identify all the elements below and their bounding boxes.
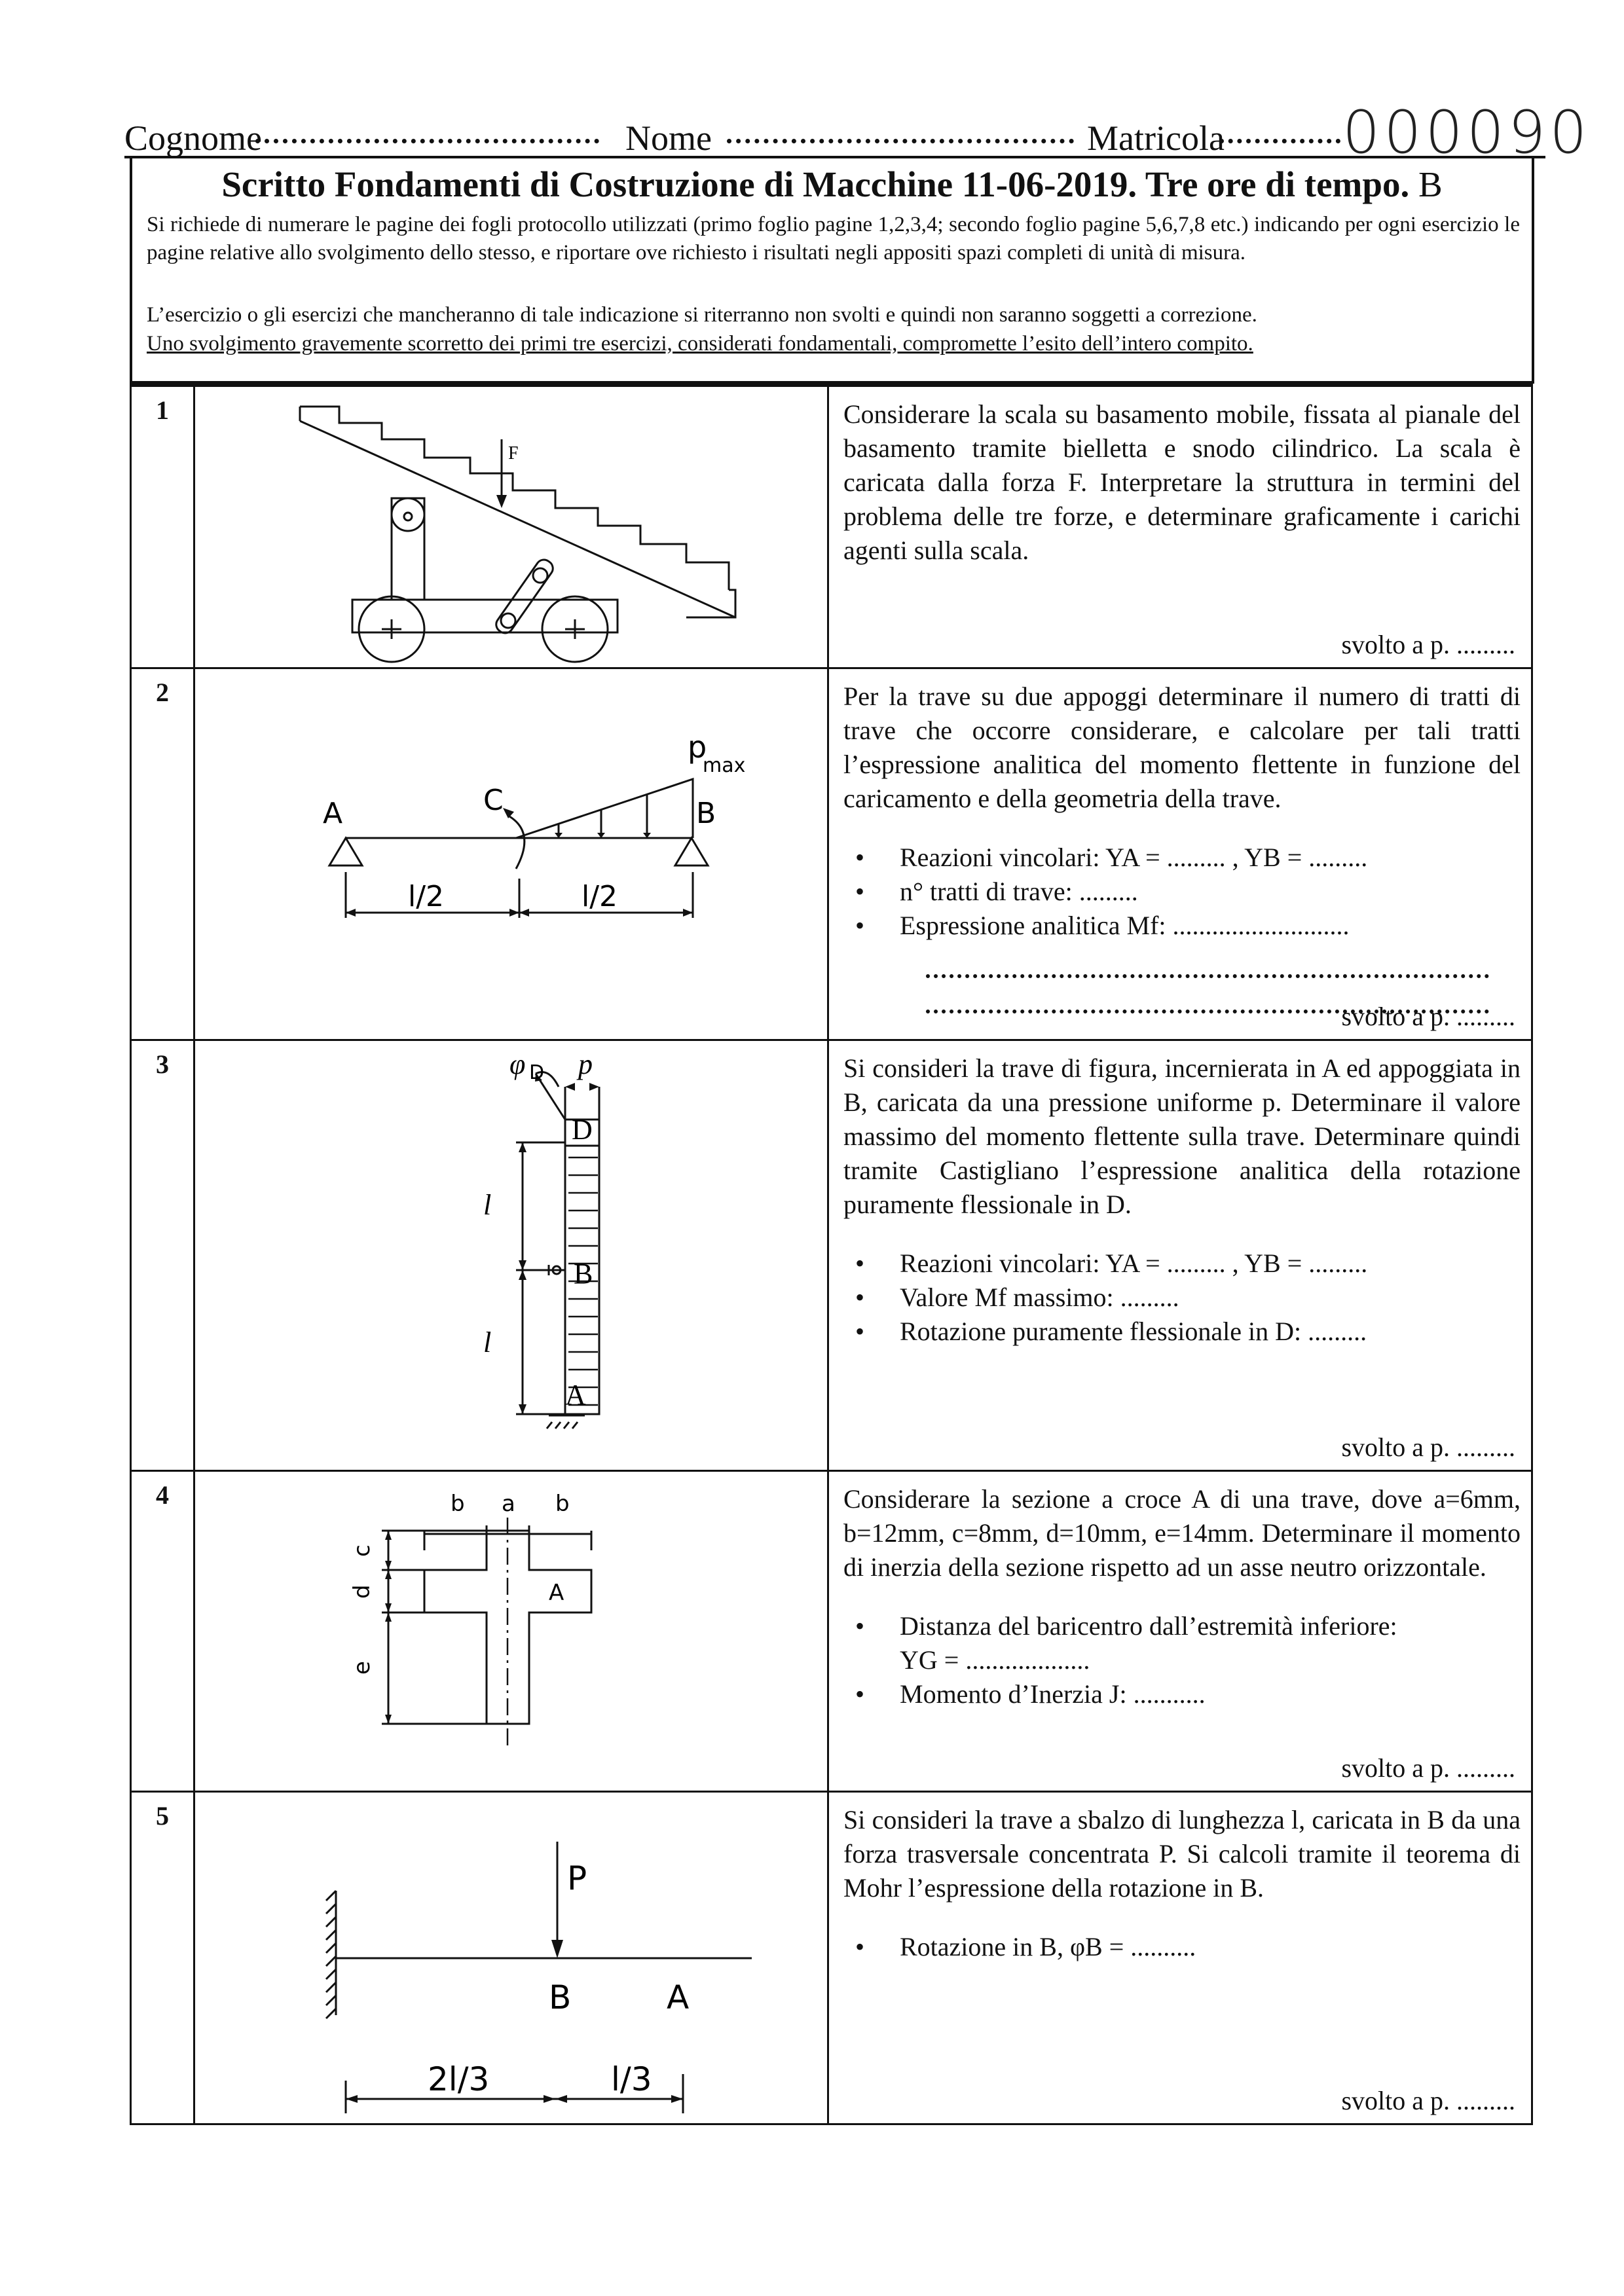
load-sub: max: [703, 754, 746, 777]
answer-line[interactable]: [926, 948, 1489, 978]
exercise-text: Considerare la sezione a croce A di una trave, dove a=6mm, b=12mm, c=8mm, d=10mm, e=14mm. Determinare il momento di inerzia della sezione rispetto ad un asse neutro orizzontale.: [843, 1484, 1521, 1582]
dim-right: l/2: [581, 880, 618, 913]
surname-label: Cognome: [124, 118, 262, 158]
label-a: A: [667, 1978, 690, 2016]
result-max-moment[interactable]: • Valore Mf massimo: .........: [900, 1281, 1531, 1315]
result-moment-expr[interactable]: • Espressione analitica Mf: ...........................: [900, 909, 1531, 943]
exercise-row-5: [131, 1792, 1532, 2124]
exam-title: [132, 164, 1532, 205]
result-centroid[interactable]: [900, 1609, 1531, 1677]
cantilever-beam-diagram: [195, 1793, 827, 2125]
exercise-figure-3: [194, 1040, 828, 1471]
exercise-number: 5: [131, 1792, 194, 2124]
exercise-number: 1: [131, 386, 194, 668]
result-centroid-label: Distanza del baricentro dall’estremità inferiore:: [900, 1611, 1397, 1641]
dim-b-right: b: [555, 1491, 570, 1517]
exercise-figure-1: [194, 386, 828, 668]
exercise-text-cell-3: [828, 1040, 1532, 1471]
exercise-figure-5: [194, 1792, 828, 2124]
ladder-steps: [300, 407, 729, 590]
exercise-row-1: [131, 386, 1532, 668]
dim-a: a: [502, 1491, 515, 1517]
pages-field[interactable]: svolto a p. .........: [1341, 2086, 1515, 2115]
name-label: Nome: [625, 118, 712, 158]
dim-b-left: b: [451, 1491, 465, 1517]
section-label: A: [549, 1580, 564, 1606]
result-reactions[interactable]: • Reazioni vincolari: YA = ......... , YB = .........: [900, 841, 1531, 875]
id-value: 000090: [1342, 98, 1591, 167]
exercise-row-4: [131, 1471, 1532, 1792]
results-list: [829, 1609, 1531, 1711]
id-field[interactable]: [1219, 139, 1340, 143]
pinned-beam-diagram: [195, 1041, 827, 1472]
exercise-text-cell-5: [828, 1792, 1532, 2124]
load-label: p: [578, 1048, 593, 1080]
dim-right: l/3: [611, 2060, 652, 2098]
result-segments[interactable]: • n° tratti di trave: .........: [900, 875, 1531, 909]
id-label: Matricola: [1087, 118, 1225, 158]
results-list: [829, 1247, 1531, 1349]
exercise-table: [130, 384, 1533, 2125]
exercise-text: Considerare la scala su basamento mobile, fissata al pianale del basamento tramite bielletta e snodo cilindrico. La scala è caricata dalla forza F. Interpretare la struttura in termini del problema delle tre forze, e determinare graficamente i carichi agenti sulla scala.: [843, 399, 1521, 565]
dim-label-lower: l: [483, 1326, 492, 1358]
student-header: [124, 98, 1591, 167]
exam-version: B: [1418, 164, 1443, 204]
note-text: Uno svolgimento gravemente scorretto dei primi tre esercizi, considerati fondamentali, compromette l’esito dell’intero compito.: [147, 332, 1253, 355]
ladder-cart-diagram: [195, 387, 827, 670]
result-rotation-d[interactable]: • Rotazione puramente flessionale in D: .........: [900, 1315, 1531, 1349]
exam-title-text: Scritto Fondamenti di Costruzione di Macchine 11-06-2019. Tre ore di tempo.: [221, 164, 1410, 204]
exercise-row-2: [131, 668, 1532, 1040]
dim-e: e: [349, 1661, 375, 1675]
results-list: [829, 1930, 1531, 1964]
cross-section-diagram: [195, 1472, 827, 1793]
exercise-text: Si consideri la trave di figura, incernierata in A ed appoggiata in B, caricata da una pressione uniforme p. Determinare il valore massimo del momento flettente sulla trave. Determinare quindi tramite Castigliano l’espressione analitica della rotazione puramente flessionale in D.: [843, 1053, 1521, 1219]
results-list: [829, 841, 1531, 943]
pages-field[interactable]: svolto a p. .........: [1341, 1753, 1515, 1783]
pages-field[interactable]: svolto a p. .........: [1341, 1432, 1515, 1462]
force-label: P: [567, 1859, 587, 1897]
triangular-load: [516, 779, 693, 838]
label-a: A: [323, 797, 343, 830]
label-b: B: [574, 1258, 593, 1290]
surname-field[interactable]: [255, 139, 599, 143]
dim-left: l/2: [408, 880, 445, 913]
exercise-text-cell-1: [828, 386, 1532, 668]
label-c: C: [483, 784, 504, 817]
dim-label-upper: l: [483, 1189, 492, 1221]
instructions-text: Si richiede di numerare le pagine dei fogli protocollo utilizzati (primo foglio pagine 1,2,3,4; secondo foglio pagine 5,6,7,8 etc.) indicando per ogni esercizio le pagine relative allo svolgimento dello stesso, e riportare ove richiesto i risultati negli appositi spazi completi di unità di misura.: [147, 213, 1520, 264]
support-a: [329, 838, 362, 866]
result-rotation-b[interactable]: • Rotazione in B, φB = ..........: [900, 1930, 1531, 1964]
exercise-row-3: [131, 1040, 1532, 1471]
label-b: B: [549, 1978, 572, 2016]
pages-field[interactable]: svolto a p. .........: [1341, 630, 1515, 659]
phi-sub: D: [529, 1061, 545, 1084]
name-field[interactable]: [727, 139, 1074, 143]
exercise-figure-2: [194, 668, 828, 1040]
label-a: A: [565, 1379, 586, 1411]
pages-field[interactable]: svolto a p. .........: [1341, 1002, 1515, 1031]
phi-label: φ: [509, 1048, 526, 1080]
warning-text: L’esercizio o gli esercizi che mancheranno di tale indicazione si riterranno non svolti e quindi non saranno soggetti a correzione.: [147, 303, 1257, 327]
exercise-number: 4: [131, 1471, 194, 1792]
dim-left: 2l/3: [428, 2060, 490, 2098]
result-inertia[interactable]: • Momento d’Inerzia J: ...........: [900, 1677, 1531, 1711]
support-b: [675, 838, 708, 866]
force-label: F: [508, 443, 519, 464]
dim-c: c: [349, 1544, 375, 1557]
exercise-text-cell-4: [828, 1471, 1532, 1792]
dim-d: d: [349, 1584, 375, 1599]
exercise-text: Per la trave su due appoggi determinare il numero di tratti di trave che occorre considerare, e calcolare per tali tratti l’espressione analitica del momento flettente in funzione del caricamento e della geometria della trave.: [843, 682, 1521, 813]
result-reactions[interactable]: • Reazioni vincolari: YA = ......... , YB = .........: [900, 1247, 1531, 1281]
label-b: B: [696, 797, 716, 830]
exercise-text: Si consideri la trave a sbalzo di lunghezza l, caricata in B da una forza trasversale concentrata P. Si calcoli tramite il teorema di Mohr l’espressione della rotazione in B.: [843, 1805, 1521, 1903]
simply-supported-beam-diagram: [195, 669, 827, 1041]
exercise-figure-4: [194, 1471, 828, 1792]
exercise-number: 2: [131, 668, 194, 1040]
exercise-text-cell-2: [828, 668, 1532, 1040]
load-label: p: [688, 729, 707, 765]
label-d: D: [572, 1114, 593, 1146]
pin-top: [392, 498, 424, 531]
result-centroid-value[interactable]: YG = ...................: [900, 1645, 1090, 1675]
exercise-number: 3: [131, 1040, 194, 1471]
instructions-box: [130, 156, 1534, 384]
moment-arc: [509, 816, 525, 869]
